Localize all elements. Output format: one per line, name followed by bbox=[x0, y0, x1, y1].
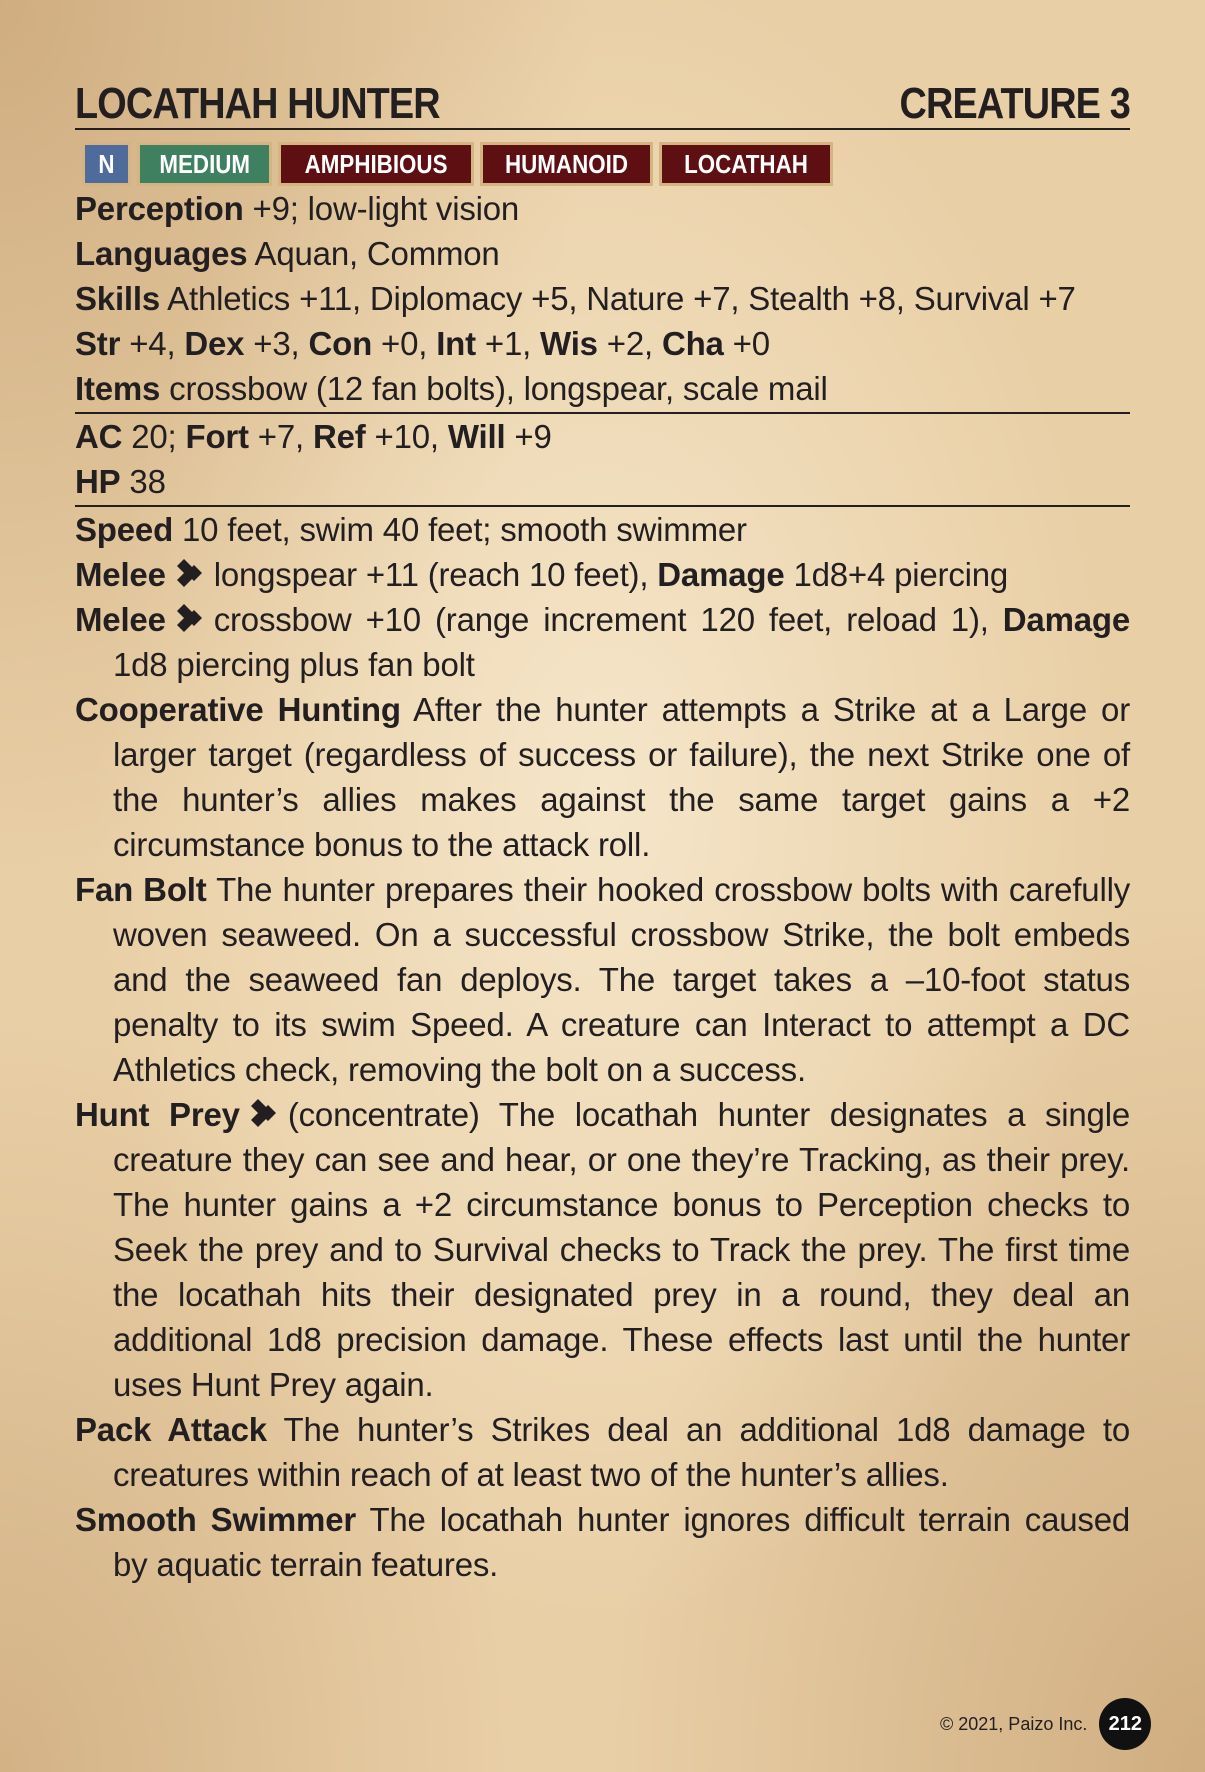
creature-level: CREATURE 3 bbox=[899, 79, 1130, 128]
melee-longspear-line: Melee longspear +11 (reach 10 feet), Damage 1d8+4 piercing bbox=[75, 556, 1009, 593]
defense-line: AC 20; Fort +7, Ref +10, Will +9 bbox=[75, 418, 552, 455]
trait-locathah: LOCATHAH bbox=[659, 142, 833, 186]
single-action-icon bbox=[172, 555, 208, 591]
trait-size: MEDIUM bbox=[137, 142, 272, 186]
page-footer bbox=[940, 1698, 1151, 1750]
ability-smooth-swimmer: Smooth Swimmer The locathah hunter ignores difficult terrain caused by aquatic terrain features. bbox=[75, 1501, 1130, 1583]
items-line: Items crossbow (12 fan bolts), longspear, scale mail bbox=[75, 370, 828, 407]
stat-block-header bbox=[75, 70, 1130, 130]
ability-hunt-prey: Hunt Prey (concentrate) The locathah hunter designates a single creature they can see and hear, or one they’re Tracking, as their prey. The hunter gains a +2 circumstance bonus to Perception checks to Seek the prey and to Survival checks to Track the prey. The first time the locathah hits their designated prey in a round, they deal an additional 1d8 precision damage. These effects last until the hunter uses Hunt Prey again. bbox=[75, 1096, 1130, 1403]
languages-line: Languages Aquan, Common bbox=[75, 235, 500, 272]
trait-row bbox=[82, 142, 1130, 186]
ability-scores-line: Str +4, Dex +3, Con +0, Int +1, Wis +2, Cha +0 bbox=[75, 325, 770, 362]
trait-amphibious: AMPHIBIOUS bbox=[278, 142, 474, 186]
speed-line: Speed 10 feet, swim 40 feet; smooth swimmer bbox=[75, 511, 747, 548]
perception-line: Perception +9; low-light vision bbox=[75, 190, 520, 227]
skills-line: Skills Athletics +11, Diplomacy +5, Nature +7, Stealth +8, Survival +7 bbox=[75, 280, 1076, 317]
trait-humanoid: HUMANOID bbox=[480, 142, 653, 186]
stat-lines bbox=[75, 186, 1130, 1587]
page-number: 212 bbox=[1099, 1698, 1151, 1750]
melee-crossbow-line: Melee crossbow +10 (range increment 120 feet, reload 1), Damage 1d8 piercing plus fan bolt bbox=[75, 601, 1130, 683]
copyright-notice: © 2021, Paizo Inc. bbox=[940, 1713, 1088, 1734]
stat-block bbox=[75, 70, 1130, 1587]
hp-line: HP 38 bbox=[75, 463, 166, 500]
single-action-icon bbox=[246, 1095, 282, 1131]
trait-alignment: N bbox=[82, 142, 131, 186]
creature-name: LOCATHAH HUNTER bbox=[75, 79, 440, 128]
single-action-icon bbox=[172, 600, 208, 636]
ability-pack-attack: Pack Attack The hunter’s Strikes deal an additional 1d8 damage to creatures within reach of at least two of the hunter’s allies. bbox=[75, 1411, 1130, 1493]
ability-fan-bolt: Fan Bolt The hunter prepares their hooked crossbow bolts with carefully woven seaweed. On a successful crossbow Strike, the bolt embeds and the seaweed fan deploys. The target takes a –10-foot status penalty to its swim Speed. A creature can Interact to attempt a DC Athletics check, removing the bolt on a success. bbox=[75, 871, 1131, 1088]
ability-cooperative-hunting: Cooperative Hunting After the hunter attempts a Strike at a Large or larger target (regardless of success or failure), the next Strike one of the hunter’s allies makes against the same target gains a +2 circumstance bonus to the attack roll. bbox=[75, 691, 1130, 863]
